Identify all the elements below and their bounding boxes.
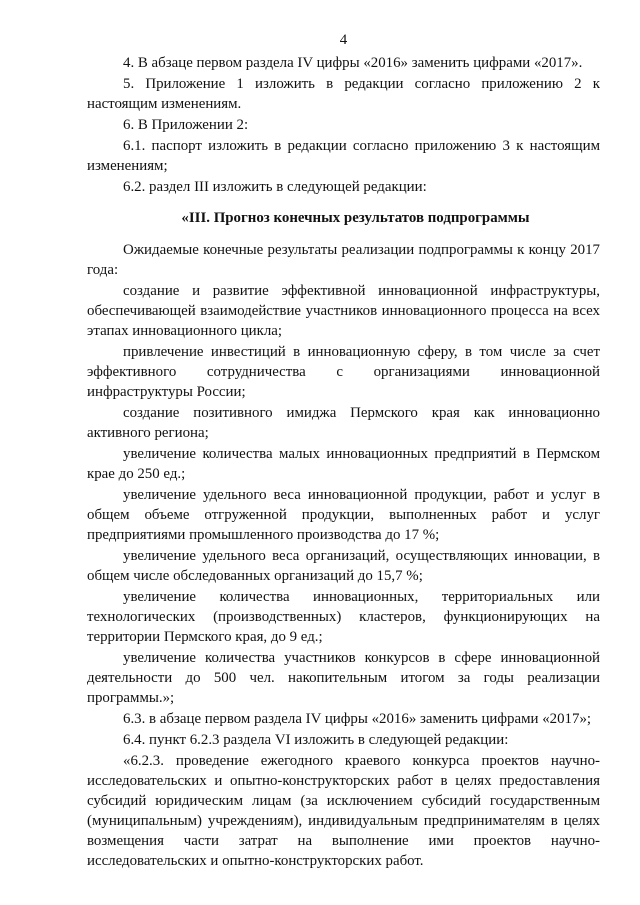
paragraph-item-6-1: 6.1. паспорт изложить в редакции согласно приложению 3 к настоящим изменениям; xyxy=(87,138,600,174)
paragraph-result-clusters: увеличение количества инновационных, территориальных или технологических (производственных) кластеров, функционирующих на территории Пермского края, до 9 ед.; xyxy=(87,589,600,645)
paragraph-item-6-4: 6.4. пункт 6.2.3 раздела VI изложить в следующей редакции: xyxy=(123,732,509,748)
section-heading: «III. Прогноз конечных результатов подпрограммы xyxy=(181,210,530,226)
paragraph-result-contest-participants: увеличение количества участников конкурсов в сфере инновационной деятельности до 500 чел. накопительным итогом за годы реализации программы.»; xyxy=(87,650,600,706)
paragraph-result-investment: привлечение инвестиций в инновационную сферу, в том числе за счет эффективного сотрудничества с организациями инновационной инфраструктуры России; xyxy=(87,344,600,400)
page-number: 4 xyxy=(339,32,348,48)
paragraph-item-6-2: 6.2. раздел III изложить в следующей редакции: xyxy=(123,179,427,195)
paragraph-result-image: создание позитивного имиджа Пермского края как инновационно активного региона; xyxy=(87,405,600,441)
paragraph-item-5: 5. Приложение 1 изложить в редакции согласно приложению 2 к настоящим изменениям. xyxy=(87,76,600,112)
paragraph-item-6-3: 6.3. в абзаце первом раздела IV цифры «2016» заменить цифрами «2017»; xyxy=(123,711,592,727)
paragraph-item-4: 4. В абзаце первом раздела IV цифры «2016» заменить цифрами «2017». xyxy=(123,55,583,71)
paragraph-result-infrastructure: создание и развитие эффективной инновационной инфраструктуры, обеспечивающей взаимодействие участников инновационного процесса на всех этапах инновационного цикла; xyxy=(87,283,600,339)
paragraph-item-6: 6. В Приложении 2: xyxy=(123,117,249,133)
paragraph-expected-results-intro: Ожидаемые конечные результаты реализации подпрограммы к концу 2017 года: xyxy=(87,242,600,278)
paragraph-result-innovating-orgs: увеличение удельного веса организаций, осуществляющих инновации, в общем числе обследованных организаций до 15,7 %; xyxy=(87,548,600,584)
document-page xyxy=(87,30,600,872)
paragraph-result-innovative-products: увеличение удельного веса инновационной продукции, работ и услуг в общем объеме отгруженной продукции, выполненных работ и услуг предприятиями промышленного производства до 17 %; xyxy=(87,487,600,543)
paragraph-clause-6-2-3: «6.2.3. проведение ежегодного краевого конкурса проектов научно-исследовательских и опытно-конструкторских работ в целях предоставления субсидий юридическим лицам (за исключением субсидий государственным (муниципальным) учреждениям), индивидуальным предпринимателям в целях возмещения части затрат на выполнение ими проектов научно-исследовательских и опытно-конструкторских работ. xyxy=(87,753,600,869)
paragraph-result-small-enterprises: увеличение количества малых инновационных предприятий в Пермском крае до 250 ед.; xyxy=(87,446,600,482)
